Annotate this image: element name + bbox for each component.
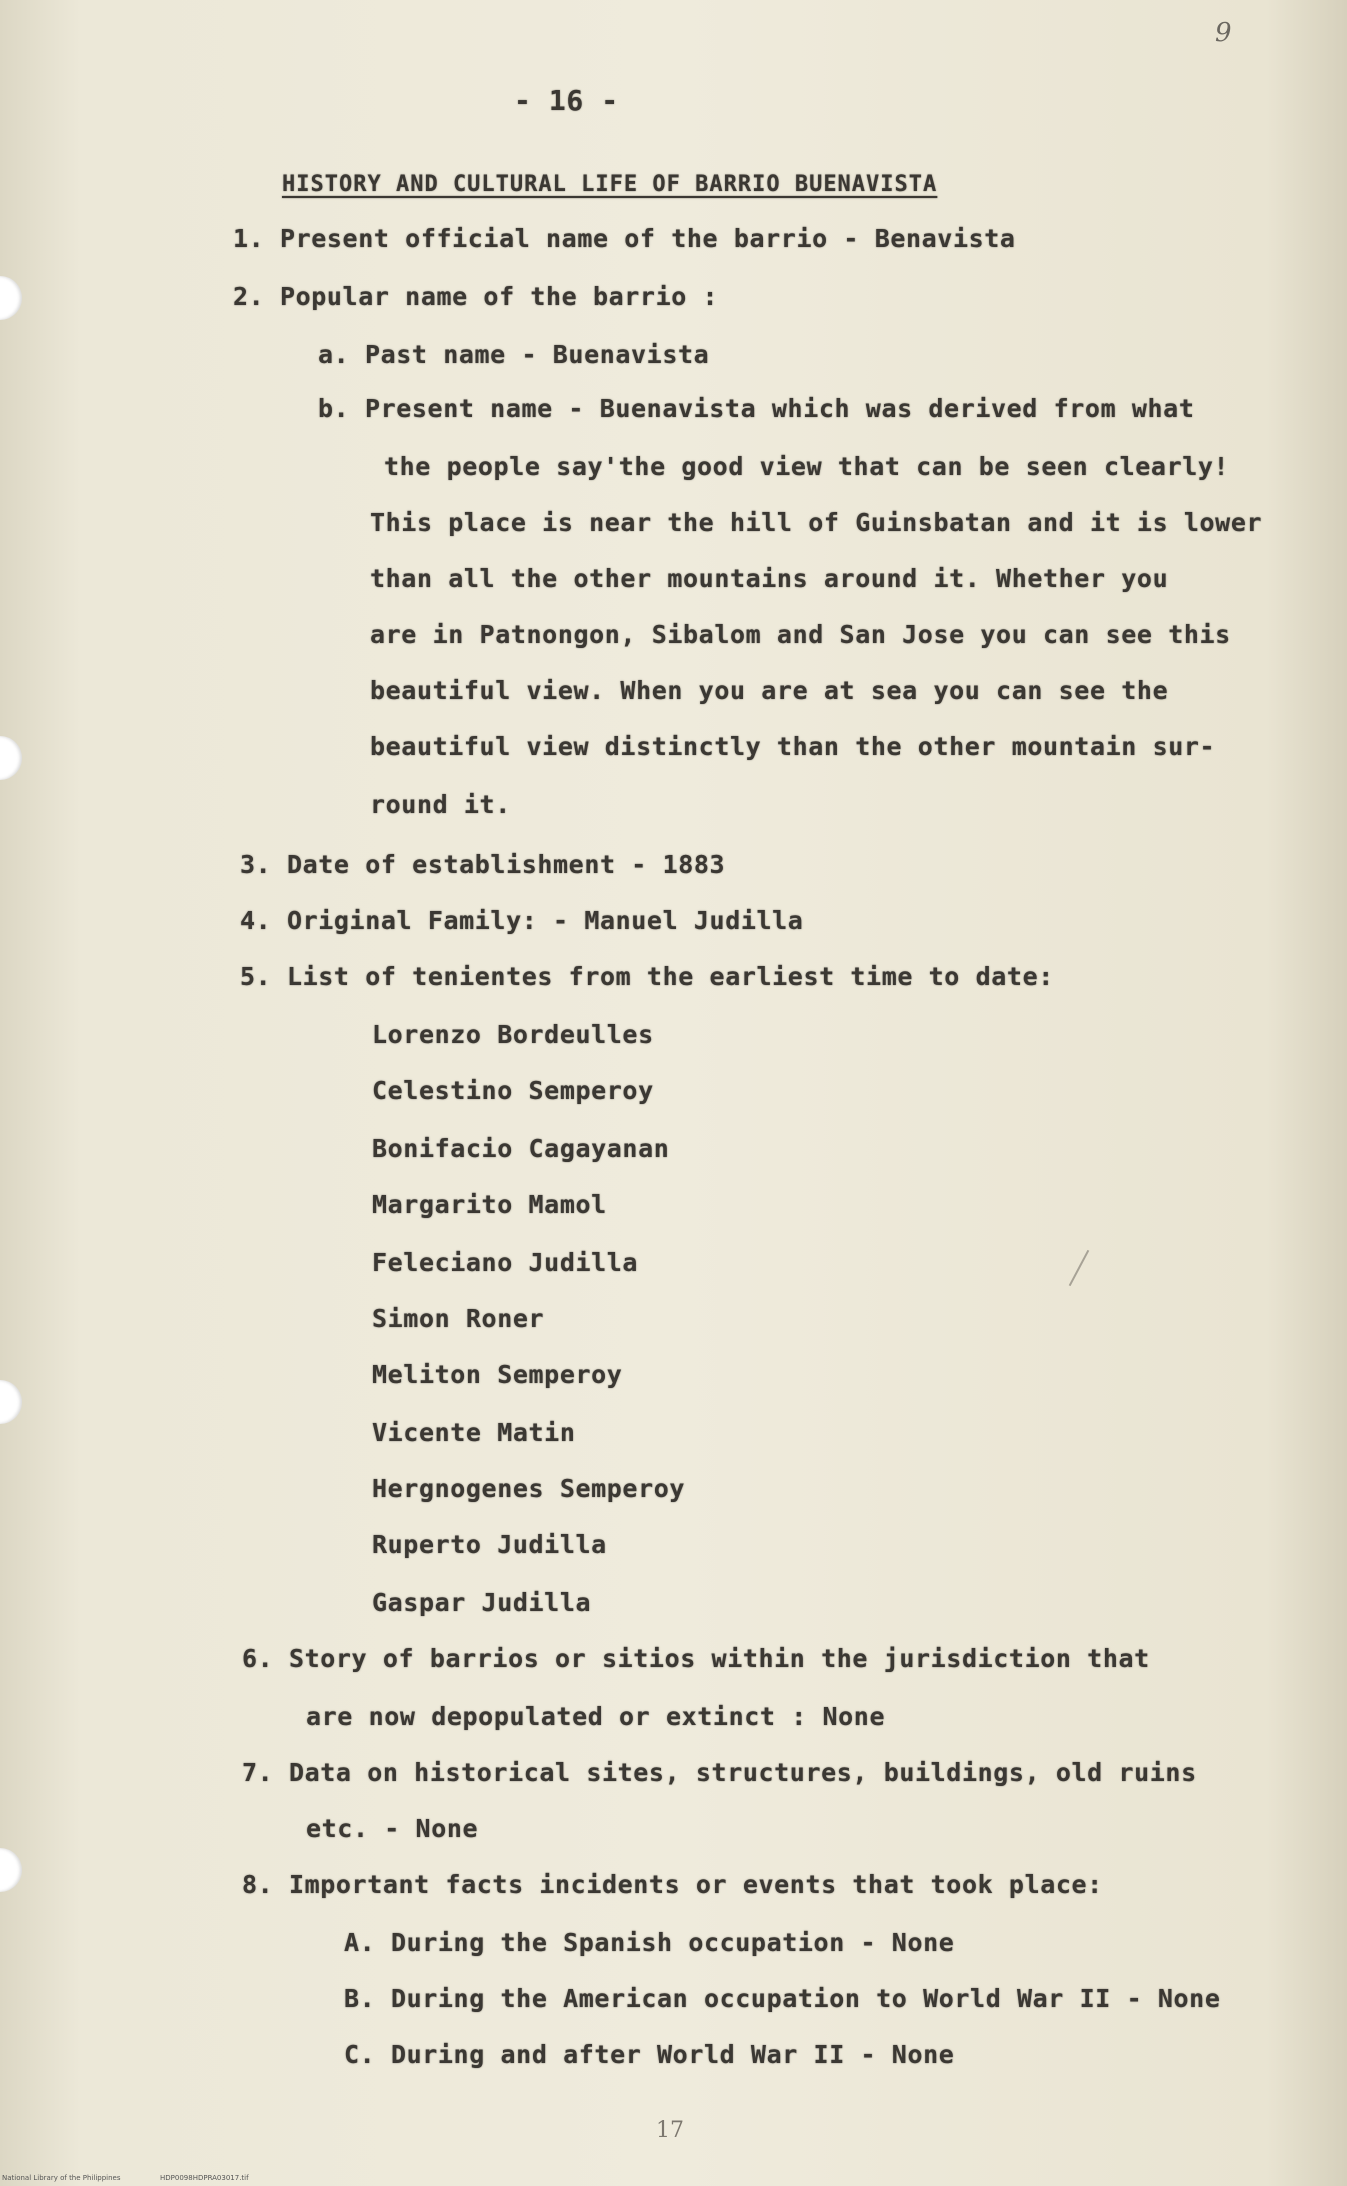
item-8c-wwii: C. During and after World War II - None — [344, 2040, 955, 2069]
item-2b-text: are in Patnongon, Sibalom and San Jose you can see this — [370, 620, 1231, 649]
handwritten-page-number: 9 — [1215, 18, 1232, 48]
teniente-name: Meliton Semperoy — [372, 1360, 623, 1389]
footer-filename: HDP0098HDPRA03017.tif — [160, 2174, 249, 2182]
item-8-important-facts: 8. Important facts incidents or events that took place: — [242, 1870, 1103, 1899]
item-2b-text: beautiful view. When you are at sea you can see the — [370, 676, 1169, 705]
teniente-name: Lorenzo Bordeulles — [372, 1020, 654, 1049]
item-4-original-family: 4. Original Family: - Manuel Judilla — [240, 906, 804, 935]
footer-source: National Library of the Philippines — [2, 2174, 121, 2182]
item-2b-present-name: b. Present name - Buenavista which was derived from what — [318, 394, 1195, 423]
item-8b-american: B. During the American occupation to World War II - None — [344, 1984, 1221, 2013]
item-6-text: are now depopulated or extinct : None — [306, 1702, 886, 1731]
item-8a-spanish: A. During the Spanish occupation - None — [344, 1928, 955, 1957]
teniente-name: Simon Roner — [372, 1304, 545, 1333]
teniente-name: Vicente Matin — [372, 1418, 576, 1447]
teniente-name: Gaspar Judilla — [372, 1588, 592, 1617]
punch-hole — [0, 276, 22, 320]
punch-hole — [0, 736, 22, 780]
item-2b-text: round it. — [370, 790, 511, 819]
item-7-text: etc. - None — [306, 1814, 479, 1843]
item-2b-text: than all the other mountains around it. Whether you — [370, 564, 1169, 593]
teniente-name: Ruperto Judilla — [372, 1530, 607, 1559]
item-3-date-established: 3. Date of establishment - 1883 — [240, 850, 726, 879]
document-title: HISTORY AND CULTURAL LIFE OF BARRIO BUENAVISTA — [282, 172, 938, 197]
teniente-name: Feleciano Judilla — [372, 1248, 639, 1277]
item-7-historical-sites: 7. Data on historical sites, structures, buildings, old ruins — [242, 1758, 1197, 1787]
item-5-tenientes-heading: 5. List of tenientes from the earliest time to date: — [240, 962, 1054, 991]
item-2-popular-name: 2. Popular name of the barrio : — [233, 282, 719, 311]
item-2b-text: the people say'the good view that can be seen clearly! — [384, 452, 1230, 481]
item-1-official-name: 1. Present official name of the barrio - Benavista — [233, 224, 1016, 253]
item-2b-text: This place is near the hill of Guinsbatan and it is lower — [370, 508, 1263, 537]
punch-hole — [0, 1380, 22, 1424]
page-number: - 16 - — [514, 84, 619, 117]
item-2a-past-name: a. Past name - Buenavista — [318, 340, 710, 369]
item-6-depopulated-barrios: 6. Story of barrios or sitios within the jurisdiction that — [242, 1644, 1150, 1673]
stray-pen-mark — [1069, 1250, 1090, 1286]
teniente-name: Bonifacio Cagayanan — [372, 1134, 670, 1163]
teniente-name: Celestino Semperoy — [372, 1076, 654, 1105]
item-2b-text: beautiful view distinctly than the other mountain sur- — [370, 732, 1216, 761]
punch-hole — [0, 1848, 22, 1892]
teniente-name: Hergnogenes Semperoy — [372, 1474, 686, 1503]
teniente-name: Margarito Mamol — [372, 1190, 607, 1219]
bottom-handwritten-mark: 17 — [656, 2118, 684, 2143]
